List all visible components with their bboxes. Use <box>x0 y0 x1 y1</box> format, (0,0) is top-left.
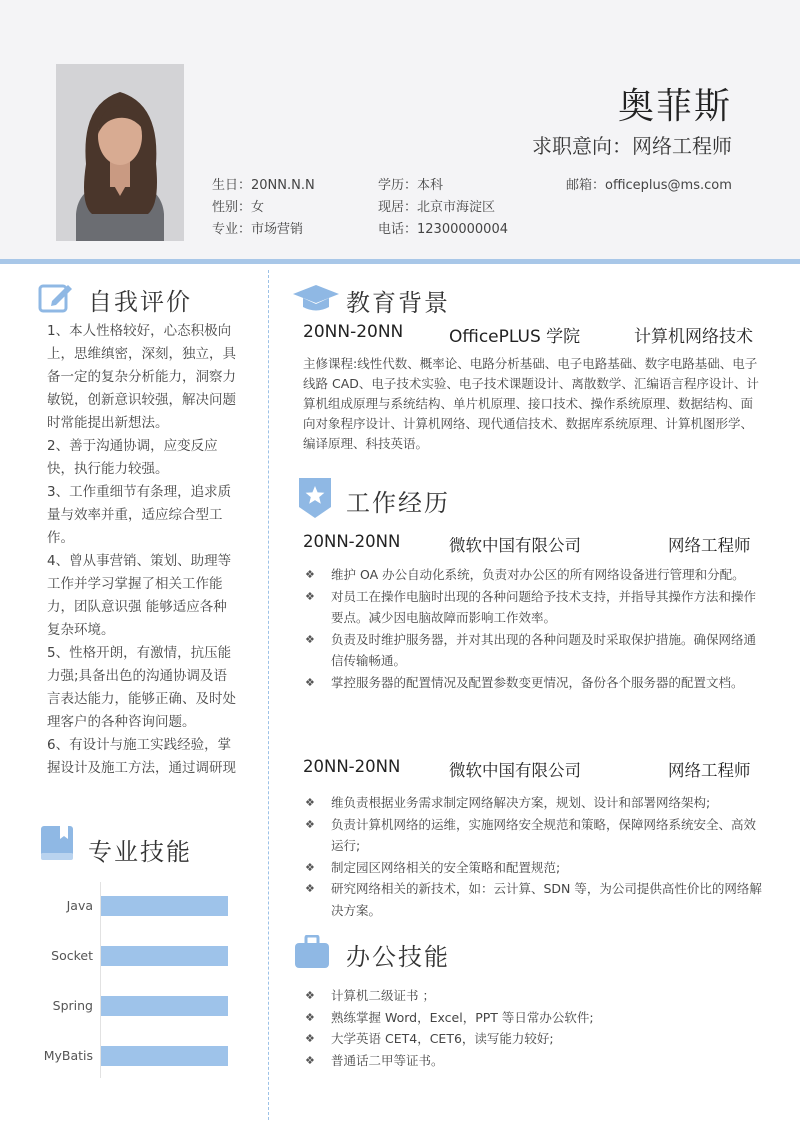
job-position: 网络工程师 <box>668 761 751 780</box>
work-title: 工作经历 <box>346 489 450 517</box>
skill-label: Socket <box>51 948 93 963</box>
list-item <box>305 792 765 814</box>
education-courses: 主修课程:线性代数、概率论、电路分析基础、电子电路基础、数字电路基础、电子线路 CAD、电子技术实验、电子技术课题设计、离散数学、汇编语言程序设计、计算机组成原理与系统结构、单片机原理、接口技术、操作系统原理、数据结构、面向对象程序设计、计算机网络、现代通信技术、数据库系统原理、计算机图形学、编译原理、科技英语。 <box>303 356 759 451</box>
list-item <box>305 629 765 672</box>
list-item <box>305 1050 765 1072</box>
job-company: 微软中国有限公司 <box>449 536 581 555</box>
skill-bar <box>101 996 228 1016</box>
duty-text: 制定园区网络相关的安全策略和配置规范; <box>331 859 561 875</box>
skill-label: Spring <box>52 998 93 1013</box>
education-major: 计算机网络技术 <box>634 327 753 347</box>
self-eval-item: 6、有设计与施工实践经验，掌握设计及施工方法，通过调研现 <box>47 737 236 776</box>
skill-label: MyBatis <box>43 1048 93 1063</box>
duty-text: 掌控服务器的配置情况及配置参数变更情况，备份各个服务器的配置文档。 <box>331 674 744 690</box>
candidate-name: 奥菲斯 <box>617 86 732 127</box>
header-divider <box>0 259 800 264</box>
office-title: 办公技能 <box>346 943 450 971</box>
diamond-bullet-icon: ❖ <box>305 1053 315 1067</box>
list-item <box>305 985 765 1007</box>
education-school: OfficePLUS 学院 <box>449 327 581 347</box>
job-duties-list <box>305 564 765 693</box>
job-duties-list <box>305 792 765 921</box>
self-eval-item: 1、本人性格较好，心态积极向上，思维缜密，深刻，独立，具备一定的复杂分析能力，洞察力敏锐，创新意识较强，解决问题时常能提出新想法。 <box>47 323 236 431</box>
job-intent: 求职意向：网络工程师 <box>532 134 732 158</box>
education-title: 教育背景 <box>346 289 450 317</box>
diamond-bullet-icon: ❖ <box>305 882 315 895</box>
office-skill-text: 计算机二级证书 ； <box>331 988 435 1003</box>
major-info: 专业：市场营销 <box>212 222 304 237</box>
office-skill-text: 普通话二甲等证书。 <box>331 1052 444 1068</box>
job-company: 微软中国有限公司 <box>449 761 581 780</box>
location-info: 现居：北京市海淀区 <box>378 200 496 215</box>
book-icon <box>40 825 74 865</box>
list-item <box>305 586 765 629</box>
diamond-bullet-icon: ❖ <box>305 796 315 809</box>
list-item <box>305 1007 765 1029</box>
diamond-bullet-icon: ❖ <box>305 860 315 874</box>
duty-text: 研究网络相关的新技术，如：云计算、SDN 等，为公司提供高性价比的网络解决方案。 <box>331 881 762 918</box>
self-eval-list <box>47 320 239 780</box>
self-eval-title: 自我评价 <box>88 288 192 316</box>
duty-text: 维负责根据业务需求制定网络解决方案，规划、设计和部署网络架构; <box>331 795 711 810</box>
phone-info: 电话：12300000004 <box>378 222 508 237</box>
education-info: 学历：本科 <box>378 178 444 193</box>
job-position: 网络工程师 <box>668 536 751 555</box>
self-eval-item: 3、工作重细节有条理，追求质量与效率并重，适应综合型工作。 <box>47 484 232 546</box>
star-badge-icon <box>297 477 333 523</box>
skill-bar <box>101 896 228 916</box>
diamond-bullet-icon: ❖ <box>305 589 315 603</box>
diamond-bullet-icon: ❖ <box>305 675 315 689</box>
briefcase-icon <box>294 935 330 973</box>
duty-text: 负责计算机网络的运维，实施网络安全规范和策略，保障网络系统安全、高效运行; <box>331 816 757 853</box>
gender-info: 性别：女 <box>212 200 265 215</box>
duty-text: 维护 OA 办公自动化系统，负责对办公区的所有网络设备进行管理和分配。 <box>331 567 745 582</box>
office-skill-text: 熟练掌握 Word，Excel，PPT 等日常办公软件; <box>331 1009 594 1025</box>
self-eval-item: 2、善于沟通协调，应变反应快，执行能力较强。 <box>47 438 218 477</box>
profile-photo <box>56 64 184 241</box>
self-eval-item: 5、性格开朗，有激情，抗压能力强;具备出色的沟通协调及语言表达能力，能够正确、及时处理客户的各种咨询问题。 <box>47 645 236 730</box>
list-item <box>305 814 765 857</box>
skills-title: 专业技能 <box>88 838 192 866</box>
skill-bar <box>101 1046 228 1066</box>
office-skills-list <box>305 985 765 1071</box>
list-item <box>305 857 765 879</box>
email-info: 邮箱：officeplus@ms.com <box>566 178 732 193</box>
education-period: 20NN-20NN <box>303 322 404 342</box>
birth-info: 生日：20NN.N.N <box>212 178 315 193</box>
diamond-bullet-icon: ❖ <box>305 632 315 646</box>
list-item <box>305 672 765 694</box>
diamond-bullet-icon: ❖ <box>305 989 315 1002</box>
job-period: 20NN-20NN <box>303 532 401 551</box>
diamond-bullet-icon: ❖ <box>305 1010 315 1024</box>
job-period: 20NN-20NN <box>303 757 401 776</box>
column-divider <box>268 270 269 1120</box>
office-skill-text: 大学英语 CET4，CET6，读写能力较好; <box>331 1031 554 1046</box>
list-item <box>305 564 765 586</box>
skill-label: Java <box>66 898 93 913</box>
self-eval-item: 4、曾从事营销、策划、助理等工作并学习掌握了相关工作能力，团队意识强 能够适应各种复杂环境。 <box>47 553 232 638</box>
graduation-cap-icon <box>292 283 340 317</box>
diamond-bullet-icon: ❖ <box>305 1032 315 1045</box>
skill-bar <box>101 946 228 966</box>
list-item <box>305 1028 765 1050</box>
duty-text: 负责及时维护服务器，并对其出现的各种问题及时采取保护措施。确保网络通信传输畅通。 <box>331 631 757 668</box>
duty-text: 对员工在操作电脑时出现的各种问题给予技术支持，并指导其操作方法和操作要点。减少因电脑故障而影响工作效率。 <box>331 588 757 625</box>
diamond-bullet-icon: ❖ <box>305 817 315 831</box>
edit-icon <box>38 281 74 317</box>
diamond-bullet-icon: ❖ <box>305 568 315 581</box>
list-item <box>305 878 765 921</box>
